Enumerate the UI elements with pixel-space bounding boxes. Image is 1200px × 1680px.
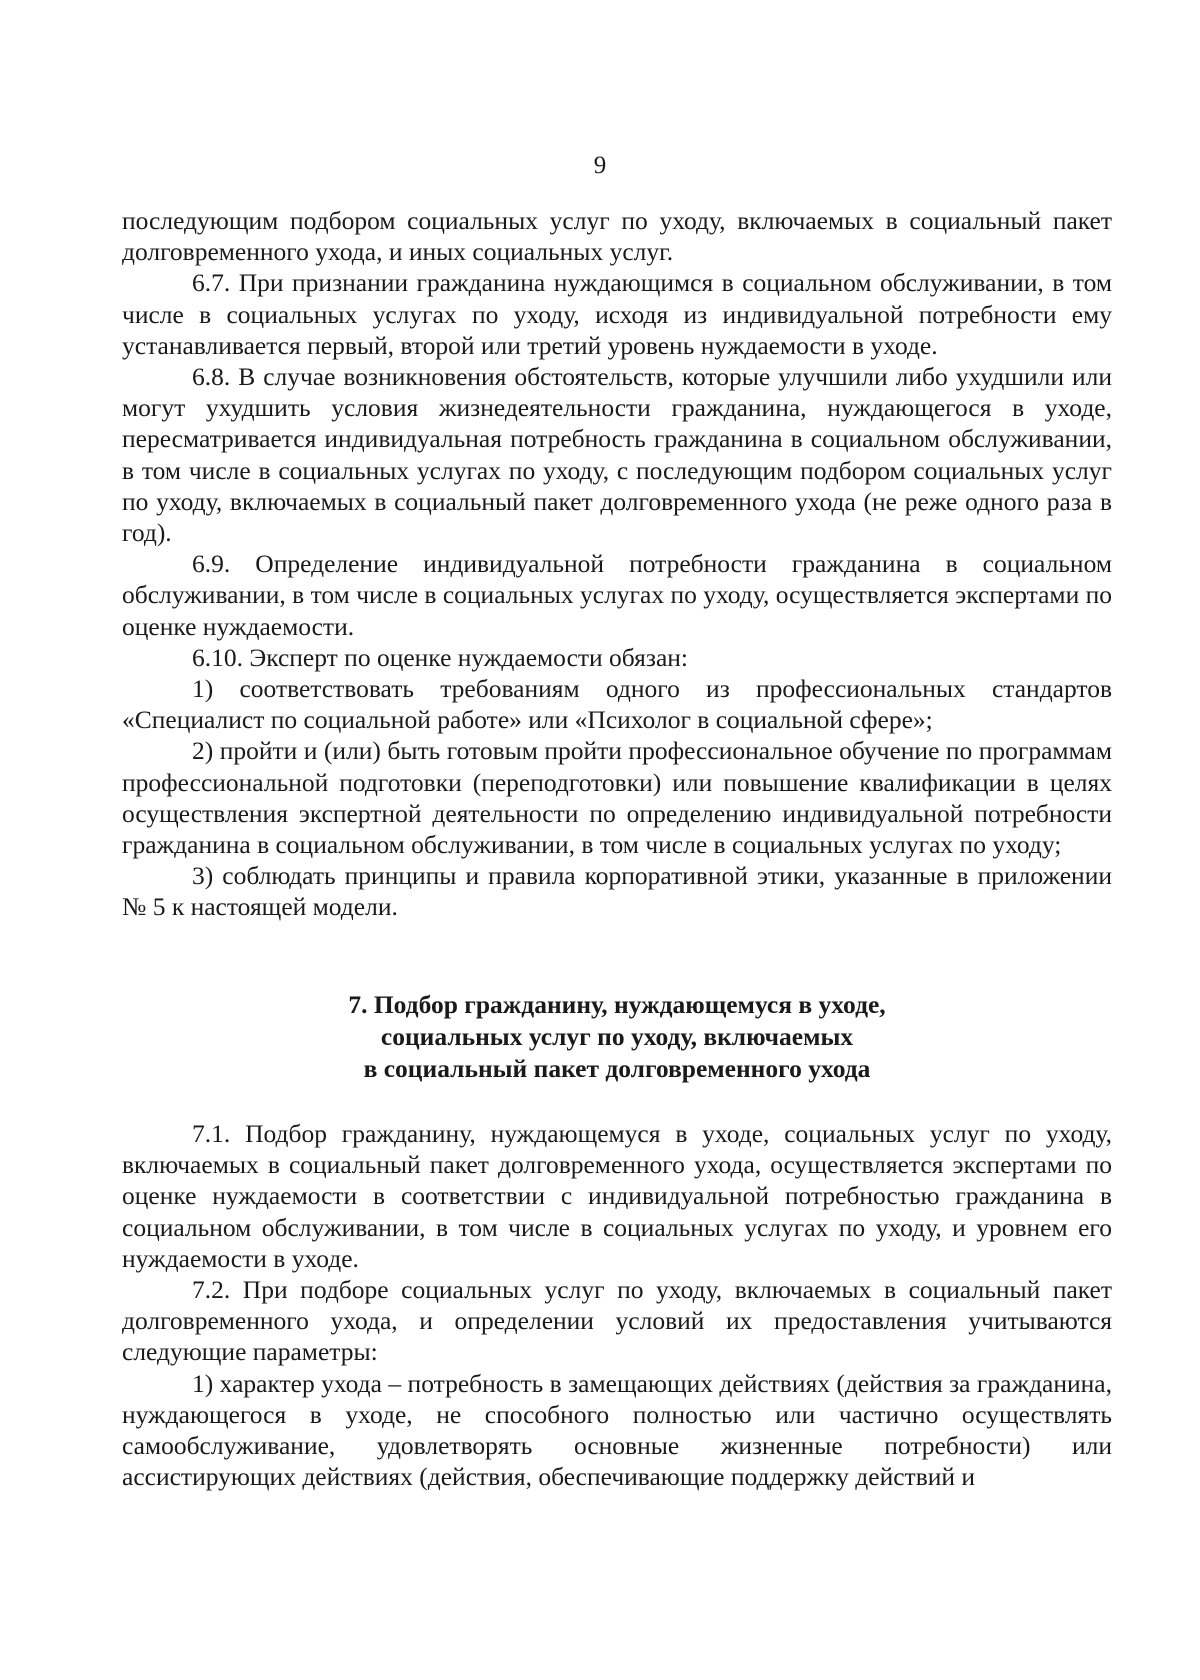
paragraph-6-8: 6.8. В случае возникновения обстоятельств, которые улучшили либо ухудшили или могут ухудшить условия жизнедеятельности гражданина, нуждающегося в уходе, пересматривается индивидуальная потребность гражданина в социальном обслуживании, в том числе в социальных услугах по уходу, с последующим подбором социальных услуг по уходу, включаемых в социальный пакет долговременного ухода (не реже одного раза в год). bbox=[122, 362, 1112, 548]
page-number: 9 bbox=[593, 152, 607, 179]
list-item-7-2-1: 1) характер ухода – потребность в замещающих действиях (действия за гражданина, нуждающегося в уходе, не способного полностью или частично осуществлять самообслуживание, удовлетворять основные жизненные потребности) или ассистирующих действиях (действия, обеспечивающие поддержку действий и bbox=[122, 1368, 1112, 1492]
section-heading-line: 7. Подбор гражданину, нуждающемуся в уходе, bbox=[348, 990, 886, 1019]
section-heading bbox=[122, 989, 1112, 1085]
bottom-text-block bbox=[122, 1118, 1112, 1492]
paragraph-6-7: 6.7. При признании гражданина нуждающимся в социальном обслуживании, в том числе в социальных услугах по уходу, исходя из индивидуальной потребности ему устанавливается первый, второй или третий уровень нуждаемости в уходе. bbox=[122, 268, 1112, 360]
paragraph-6-9: 6.9. Определение индивидуальной потребности гражданина в социальном обслуживании, в том числе в социальных услугах по уходу, осуществляется экспертами по оценке нуждаемости. bbox=[122, 549, 1112, 641]
paragraph-6-10: 6.10. Эксперт по оценке нуждаемости обязан: bbox=[192, 642, 688, 672]
paragraph-7-1: 7.1. Подбор гражданину, нуждающемуся в уходе, социальных услуг по уходу, включаемых в социальный пакет долговременного ухода, осуществляется экспертами по оценке нуждаемости в соответствии с индивидуальной потребностью гражданина в социальном обслуживании, в том числе в социальных услугах по уходу, и уровнем его нуждаемости в уходе. bbox=[122, 1119, 1112, 1273]
section-heading-line: социальных услуг по уходу, включаемых bbox=[380, 1022, 854, 1051]
list-item-6-10-1: 1) соответствовать требованиям одного из профессиональных стандартов «Специалист по социальной работе» или «Психолог в социальной сфере»; bbox=[122, 674, 1112, 735]
list-item-6-10-2: 2) пройти и (или) быть готовым пройти профессиональное обучение по программам профессиональной подготовки (переподготовки) или повышение квалификации в целях осуществления экспертной деятельности по определению индивидуальной потребности гражданина в социальном обслуживании, в том числе в социальных услугах по уходу; bbox=[122, 736, 1112, 860]
list-item-6-10-3: 3) соблюдать принципы и правила корпоративной этики, указанные в приложении № 5 к настоящей модели. bbox=[122, 861, 1112, 922]
paragraph-continuation: последующим подбором социальных услуг по уходу, включаемых в социальный пакет долговременного ухода, и иных социальных услуг. bbox=[122, 206, 1112, 267]
section-heading-line: в социальный пакет долговременного ухода bbox=[363, 1054, 871, 1083]
paragraph-7-2: 7.2. При подборе социальных услуг по уходу, включаемых в социальный пакет долговременного ухода, и определении условий их предоставления учитываются следующие параметры: bbox=[122, 1275, 1112, 1367]
top-text-block bbox=[122, 205, 1112, 923]
